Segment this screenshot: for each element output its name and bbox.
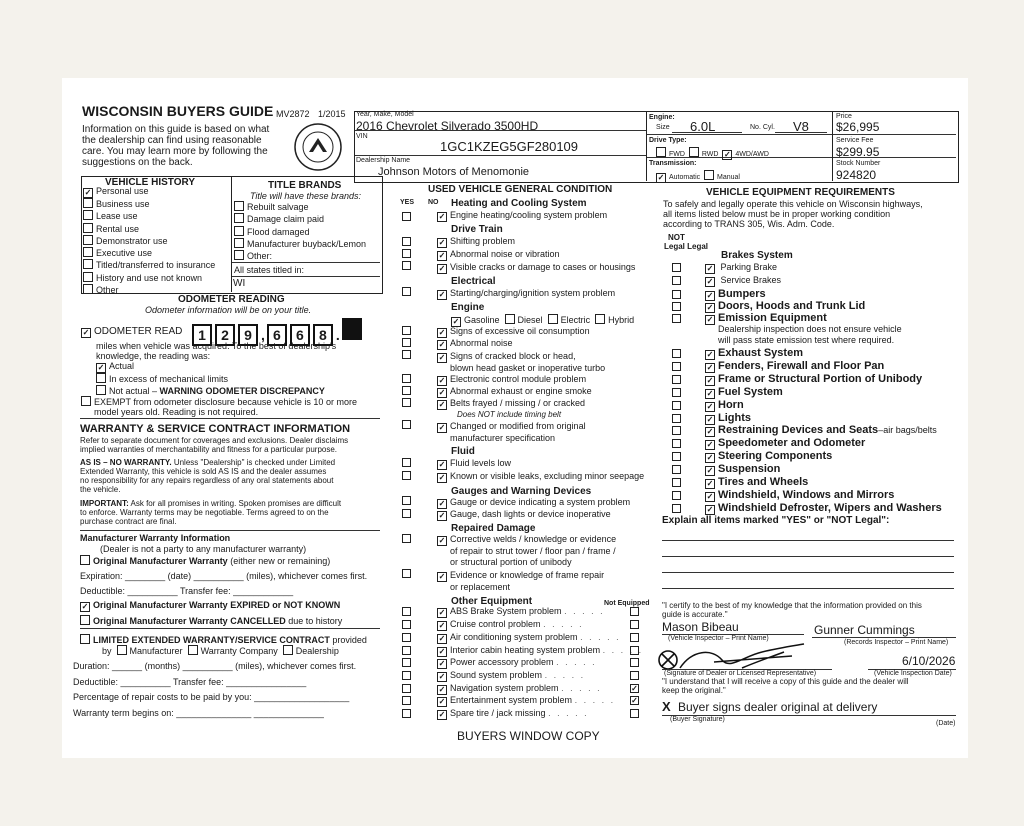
buyer-date-label: (Date) (936, 720, 956, 727)
condition-row[interactable]: ✓ Fluid levels low (438, 458, 512, 469)
inspection-date: 6/10/2026 (902, 654, 956, 668)
equipment-row[interactable]: ✓ Steering Components (706, 450, 833, 462)
vehicle-inspector-name: Mason Bibeau (662, 620, 739, 634)
equipment-row[interactable]: ✓ Service Brakes (706, 275, 782, 286)
odometer-tenths-digit (342, 318, 362, 340)
ymm-label: Year, Make, Model (356, 111, 414, 118)
intro-text: Information on this guide is based on what the dealership can find using reasonable care. You may learn more by following the suggestions on the back. (82, 124, 270, 168)
yes-checkbox[interactable] (402, 696, 411, 705)
mfr-warranty-sub: (Dealer is not a party to any manufacturer warranty) (100, 544, 307, 554)
equipment-row[interactable]: ✓ Horn (706, 399, 744, 411)
deductible-row: Deductible: __________ Transfer fee: ____________ (80, 586, 294, 596)
yes-header: YES (400, 199, 415, 206)
certify-text: "I certify to the best of my knowledge that the information provided on this guide is accurate." (662, 601, 922, 619)
not-legal-checkbox[interactable] (672, 290, 681, 299)
title-brands-subtitle: Title will have these brands: (250, 191, 361, 201)
condition-row[interactable]: ✓ Evidence or knowledge of frame repair or replacement (438, 570, 605, 592)
not-equipped-checkbox[interactable] (630, 709, 639, 718)
not-legal-checkbox[interactable] (672, 314, 681, 323)
yes-checkbox[interactable] (402, 709, 411, 718)
odometer-subtitle: Odometer information will be on your title. (145, 305, 312, 315)
warranty-asis: AS IS – NO WARRANTY. Unless "Dealership" is checked under Limited Extended Warranty, this vehicle is sold AS IS and the dealer assumes no responsibility for any repairs regardless of any oral statements about the vehicle. (80, 458, 336, 494)
equipment-row[interactable]: ✓ Suspension (706, 463, 781, 475)
limited-warranty[interactable]: LIMITED EXTENDED WARRANTY/SERVICE CONTRACT provided (80, 634, 367, 645)
understand-text: "I understand that I will receive a copy of this guide and the dealer will keep the original." (662, 677, 909, 695)
not-legal-checkbox[interactable] (672, 491, 681, 500)
equipment-row[interactable]: ✓ Emission Equipment (706, 312, 827, 324)
title-brands-title: TITLE BRANDS (268, 180, 342, 191)
records-inspector-name: Gunner Cummings (814, 623, 915, 637)
not-legal-checkbox[interactable] (672, 414, 681, 423)
not-equipped-checkbox[interactable] (630, 633, 639, 642)
engine-label: Engine: (649, 114, 675, 121)
warranty-cancelled[interactable]: Original Manufacturer Warranty CANCELLED due to history (80, 615, 342, 626)
other-equipment-row[interactable]: ✓ Sound system problem . . . . . (438, 670, 586, 681)
heating-heading: Heating and Cooling System (451, 198, 587, 209)
other-equipment-heading: Other Equipment (451, 596, 533, 607)
history-item[interactable]: Business use (83, 198, 215, 210)
trans-automatic-checkbox[interactable]: ✓ (657, 173, 665, 182)
stock-number: 924820 (836, 168, 877, 182)
history-item[interactable]: Lease use (83, 210, 215, 222)
odometer-digit: 1 (192, 324, 212, 346)
condition-row[interactable]: ✓ Gauge, dash lights or device inoperative (438, 509, 611, 520)
engine-size: 6.0L (690, 119, 716, 134)
gauges-heading: Gauges and Warning Devices (451, 486, 592, 497)
condition-row[interactable]: ✓ Electronic control module problem (438, 374, 587, 385)
electrical-heading: Electrical (451, 276, 496, 287)
condition-row[interactable]: ✓ Signs of excessive oil consumption (438, 326, 590, 337)
brakes-heading: Brakes System (721, 250, 793, 261)
warranty-p1: Refer to separate document for coverages and exclusions. Dealer disclaims implied warranties of merchantability and fitness for a particular purpose. (80, 436, 349, 454)
yes-checkbox[interactable] (402, 671, 411, 680)
equipment-row[interactable]: ✓ Windshield, Windows and Mirrors (706, 489, 895, 501)
trans-manual-checkbox[interactable] (704, 170, 714, 180)
not-legal-checkbox[interactable] (672, 452, 681, 461)
form-title: WISCONSIN BUYERS GUIDE (82, 103, 274, 119)
history-list (83, 186, 215, 296)
service-fee-label: Service Fee (836, 137, 874, 144)
form-number: MV2872 (276, 109, 310, 119)
condition-row[interactable]: ✓ Corrective welds / knowledge or evidence of repair to strut tower / floor pan / frame / or structural portion of unibody (438, 534, 617, 567)
not-legal-checkbox[interactable] (672, 349, 681, 358)
fluid-heading: Fluid (451, 446, 475, 457)
equipment-row[interactable]: ✓ Fenders, Firewall and Floor Pan (706, 360, 885, 372)
equipment-row[interactable]: ✓ Exhaust System (706, 347, 803, 359)
no-header: NO (428, 199, 439, 206)
brand-item[interactable]: Manufacturer buyback/Lemon (234, 238, 366, 250)
odometer-digit: 2 (215, 324, 235, 346)
equipment-row[interactable]: ✓ Bumpers (706, 288, 766, 300)
drive-label: Drive Type: (649, 137, 687, 144)
not-equipped-checkbox[interactable] (630, 646, 639, 655)
other-equipment-row[interactable]: ✓ ABS Brake System problem . . . . . (438, 606, 605, 617)
pct-row: Percentage of repair costs to be paid by you: ___________________ (73, 692, 350, 702)
equipment-row[interactable]: ✓ Restraining Devices and Seats–air bags/belts (706, 424, 937, 436)
date-label: (Vehicle Inspection Date) (874, 670, 952, 677)
not-equipped-checkbox[interactable] (630, 620, 639, 629)
condition-row[interactable]: ✓ Visible cracks or damage to cases or housings (438, 262, 636, 273)
emission-note: Dealership inspection does not ensure vehicle will pass state emission test where required. (718, 324, 902, 345)
not-legal-checkbox[interactable] (672, 375, 681, 384)
buyer-signature-label: (Buyer Signature) (670, 716, 725, 723)
not-header: NOT (668, 233, 685, 242)
equipment-title: VEHICLE EQUIPMENT REQUIREMENTS (706, 187, 895, 198)
equipment-row[interactable]: ✓ Speedometer and Odometer (706, 437, 866, 449)
history-item[interactable]: Executive use (83, 247, 215, 259)
state-seal-logo (293, 122, 343, 172)
yes-checkbox[interactable] (402, 620, 411, 629)
equipment-row[interactable]: ✓ Parking Brake (706, 262, 778, 273)
buyer-sign-x: X (662, 699, 671, 714)
legal-header: Legal Legal (664, 242, 709, 251)
history-title: VEHICLE HISTORY (105, 177, 196, 188)
not-legal-checkbox[interactable] (672, 478, 681, 487)
not-equipped-checkbox[interactable]: ✓ (631, 684, 638, 693)
condition-row[interactable]: ✓ Abnormal exhaust or engine smoke (438, 386, 592, 397)
odometer-read-label: ✓ ODOMETER READ (82, 326, 183, 337)
odometer-digits: 1 2 9 , 6 6 8 . (192, 318, 365, 346)
other-equipment-row[interactable]: ✓ Power accessory problem . . . . . (438, 657, 597, 668)
not-legal-checkbox[interactable] (672, 388, 681, 397)
price-label: Price (836, 113, 852, 120)
signature-label: (Signature of Dealer or Licensed Representative) (664, 670, 817, 677)
term-row: Warranty term begins on: _______________ ______________ (73, 708, 324, 718)
drive-train-heading: Drive Train (451, 224, 503, 235)
other-equipment-row[interactable]: ✓ Spare tire / jack missing . . . . . (438, 708, 589, 719)
explain-label: Explain all items marked "YES" or "NOT Legal": (662, 515, 890, 526)
form-date: 1/2015 (318, 109, 346, 119)
equipment-row[interactable]: ✓ Windshield Defroster, Wipers and Washers (706, 502, 942, 514)
history-item[interactable]: Rental use (83, 223, 215, 235)
mfr-warranty-title: Manufacturer Warranty Information (80, 533, 231, 543)
cyl-label: No. Cyl. (750, 124, 775, 131)
drive-options: FWD RWD ✓ 4WD/AWD (656, 147, 769, 160)
history-item[interactable]: Demonstrator use (83, 235, 215, 247)
other-equipment-row[interactable]: ✓ Air conditioning system problem . . . . . (438, 632, 621, 643)
warranty-expired[interactable]: ✓ Original Manufacturer Warranty EXPIRED or NOT KNOWN (81, 600, 341, 611)
brand-item[interactable]: Other: (234, 250, 366, 262)
condition-row[interactable]: ✓ Gauge or device indicating a system problem (438, 497, 631, 508)
brand-item[interactable]: Flood damaged (234, 226, 366, 238)
warranty-important: IMPORTANT: Ask for all promises in writing. Spoken promises are difficult to enforce. Warranty terms may be negotiable. Terms agreed to on the purchase contract are final. (80, 499, 342, 526)
not-equipped-checkbox[interactable] (630, 658, 639, 667)
equipment-row[interactable]: ✓ Tires and Wheels (706, 476, 809, 488)
orig-warranty[interactable]: Original Manufacturer Warranty (either new or remaining) (80, 555, 330, 566)
condition-row[interactable]: ✓ Starting/charging/ignition system problem (438, 288, 616, 299)
states-label: All states titled in: (234, 265, 305, 275)
trans-options: ✓ Automatic Manual (656, 170, 740, 183)
dealer-label: Dealership Name (356, 157, 411, 164)
equipment-row[interactable]: ✓ Fuel System (706, 386, 783, 398)
brand-item[interactable]: Rebuilt salvage (234, 201, 366, 213)
equipment-row[interactable]: ✓ Lights (706, 412, 751, 424)
not-equipped-checkbox[interactable] (630, 607, 639, 616)
drive-fwd-checkbox[interactable] (656, 147, 666, 157)
odometer-digit: 9 (238, 324, 258, 346)
not-legal-checkbox[interactable] (672, 401, 681, 410)
other-equipment-row[interactable]: ✓ Cruise control problem . . . . . (438, 619, 584, 630)
condition-row[interactable]: ✓ Abnormal noise or vibration (438, 249, 560, 260)
yes-checkbox[interactable] (402, 607, 411, 616)
equipment-row[interactable]: ✓ Frame or Structural Portion of Unibody (706, 373, 923, 385)
vin-label: VIN (356, 133, 368, 140)
history-item[interactable]: Titled/transferred to insurance (83, 259, 215, 271)
not-legal-checkbox[interactable] (672, 362, 681, 371)
yes-checkbox[interactable] (402, 646, 411, 655)
odometer-digit: 8 (313, 324, 333, 346)
history-item[interactable]: History and use not known (83, 272, 215, 284)
odometer-digit: 6 (267, 324, 287, 346)
not-equipped-checkbox[interactable] (630, 671, 639, 680)
odometer-exempt[interactable]: EXEMPT from odometer disclosure because vehicle is 10 or more model years old. Reading is not required. (81, 396, 357, 417)
not-legal-checkbox[interactable] (672, 504, 681, 513)
dealer-name: Johnson Motors of Menomonie (378, 166, 530, 178)
not-equipped-header: Not Equipped (604, 600, 650, 607)
not-equipped-checkbox[interactable]: ✓ (631, 696, 638, 705)
condition-row[interactable]: ✓ Engine heating/cooling system problem (438, 210, 608, 221)
yes-checkbox[interactable] (402, 684, 411, 693)
condition-row[interactable]: ✓ Known or visible leaks, excluding minor seepage (438, 471, 645, 482)
odometer-miles-text: miles when vehicle was acquired. To the best of dealership's knowledge, the reading was: (96, 341, 337, 361)
condition-row[interactable]: ✓ Belts frayed / missing / or cracked Does NOT include timing belt (438, 398, 586, 419)
size-label: Size (656, 124, 670, 131)
condition-row[interactable]: ✓ Signs of cracked block or head, blown head gasket or inoperative turbo (438, 351, 606, 373)
duration-row: Duration: ______ (months) __________ (miles), whichever comes first. (73, 661, 357, 671)
odometer-options: ✓ Actual In excess of mechanical limits Not actual – WARNING ODOMETER DISCREPANCY (97, 361, 325, 396)
brand-item[interactable]: Damage claim paid (234, 213, 366, 225)
history-item[interactable]: ✓ Personal use (84, 186, 149, 197)
not-legal-checkbox[interactable] (672, 439, 681, 448)
odometer-read-checkbox[interactable]: ✓ (82, 328, 90, 337)
not-legal-checkbox[interactable] (672, 465, 681, 474)
yes-checkbox[interactable] (402, 658, 411, 667)
other-equipment-row[interactable]: ✓ Interior cabin heating system problem . . . . . (438, 645, 644, 656)
drive-rwd-checkbox[interactable] (689, 147, 699, 157)
expiration-row: Expiration: ________ (date) __________ (miles), whichever comes first. (80, 571, 368, 581)
yes-checkbox[interactable] (402, 633, 411, 642)
not-legal-checkbox[interactable] (672, 302, 681, 311)
history-item[interactable]: Other (83, 284, 215, 296)
not-legal-checkbox[interactable] (672, 426, 681, 435)
inspector-label: (Vehicle Inspector – Print Name) (668, 635, 769, 642)
other-equipment-row[interactable]: ✓ Navigation system problem . . . . . (438, 683, 602, 694)
other-equipment-row[interactable]: ✓ Entertainment system problem . . . . . (438, 695, 616, 706)
year-make-model: 2016 Chevrolet Silverado 3500HD (356, 119, 539, 133)
cylinders: V8 (793, 119, 809, 134)
odometer-title: ODOMETER READING (178, 294, 285, 305)
repaired-heading: Repaired Damage (451, 523, 536, 534)
states-value: WI (233, 278, 246, 289)
equipment-row[interactable]: ✓ Doors, Hoods and Trunk Lid (706, 300, 866, 312)
limited-by-row: by Manufacturer Warranty Company Dealership (102, 646, 339, 656)
equipment-intro: To safely and legally operate this vehicle on Wisconsin highways, all items listed below must be in proper working condition according to TRANS 305, Wis. Adm. Code. (663, 199, 923, 229)
condition-title: USED VEHICLE GENERAL CONDITION (428, 184, 613, 195)
drive-4wd-checkbox[interactable]: ✓ (723, 150, 731, 159)
stock-label: Stock Number (836, 160, 881, 167)
trans-label: Transmission: (649, 160, 697, 167)
footer-label: BUYERS WINDOW COPY (457, 729, 600, 743)
engine-heading: Engine (451, 302, 485, 313)
condition-row[interactable]: ✓ Shifting problem (438, 236, 516, 247)
buyer-note: Buyer signs dealer original at delivery (678, 700, 878, 714)
condition-row[interactable]: ✓ Abnormal noise (438, 338, 513, 349)
condition-row[interactable]: ✓ Changed or modified from original manufacturer specification (438, 421, 586, 443)
odometer-digit: 6 (290, 324, 310, 346)
limited-deductible-row: Deductible: __________ Transfer fee: ________________ (73, 677, 307, 687)
warranty-title: WARRANTY & SERVICE CONTRACT INFORMATION (80, 423, 351, 435)
service-fee-value: $299.95 (836, 145, 880, 159)
price-value: $26,995 (836, 120, 880, 134)
records-label: (Records Inspector – Print Name) (844, 639, 949, 646)
title-brands-list (234, 201, 366, 262)
vin-value: 1GC1KZEG5GF280109 (440, 139, 579, 154)
fuel-type-options: ✓ Gasoline Diesel Electric Hybrid (452, 315, 635, 326)
